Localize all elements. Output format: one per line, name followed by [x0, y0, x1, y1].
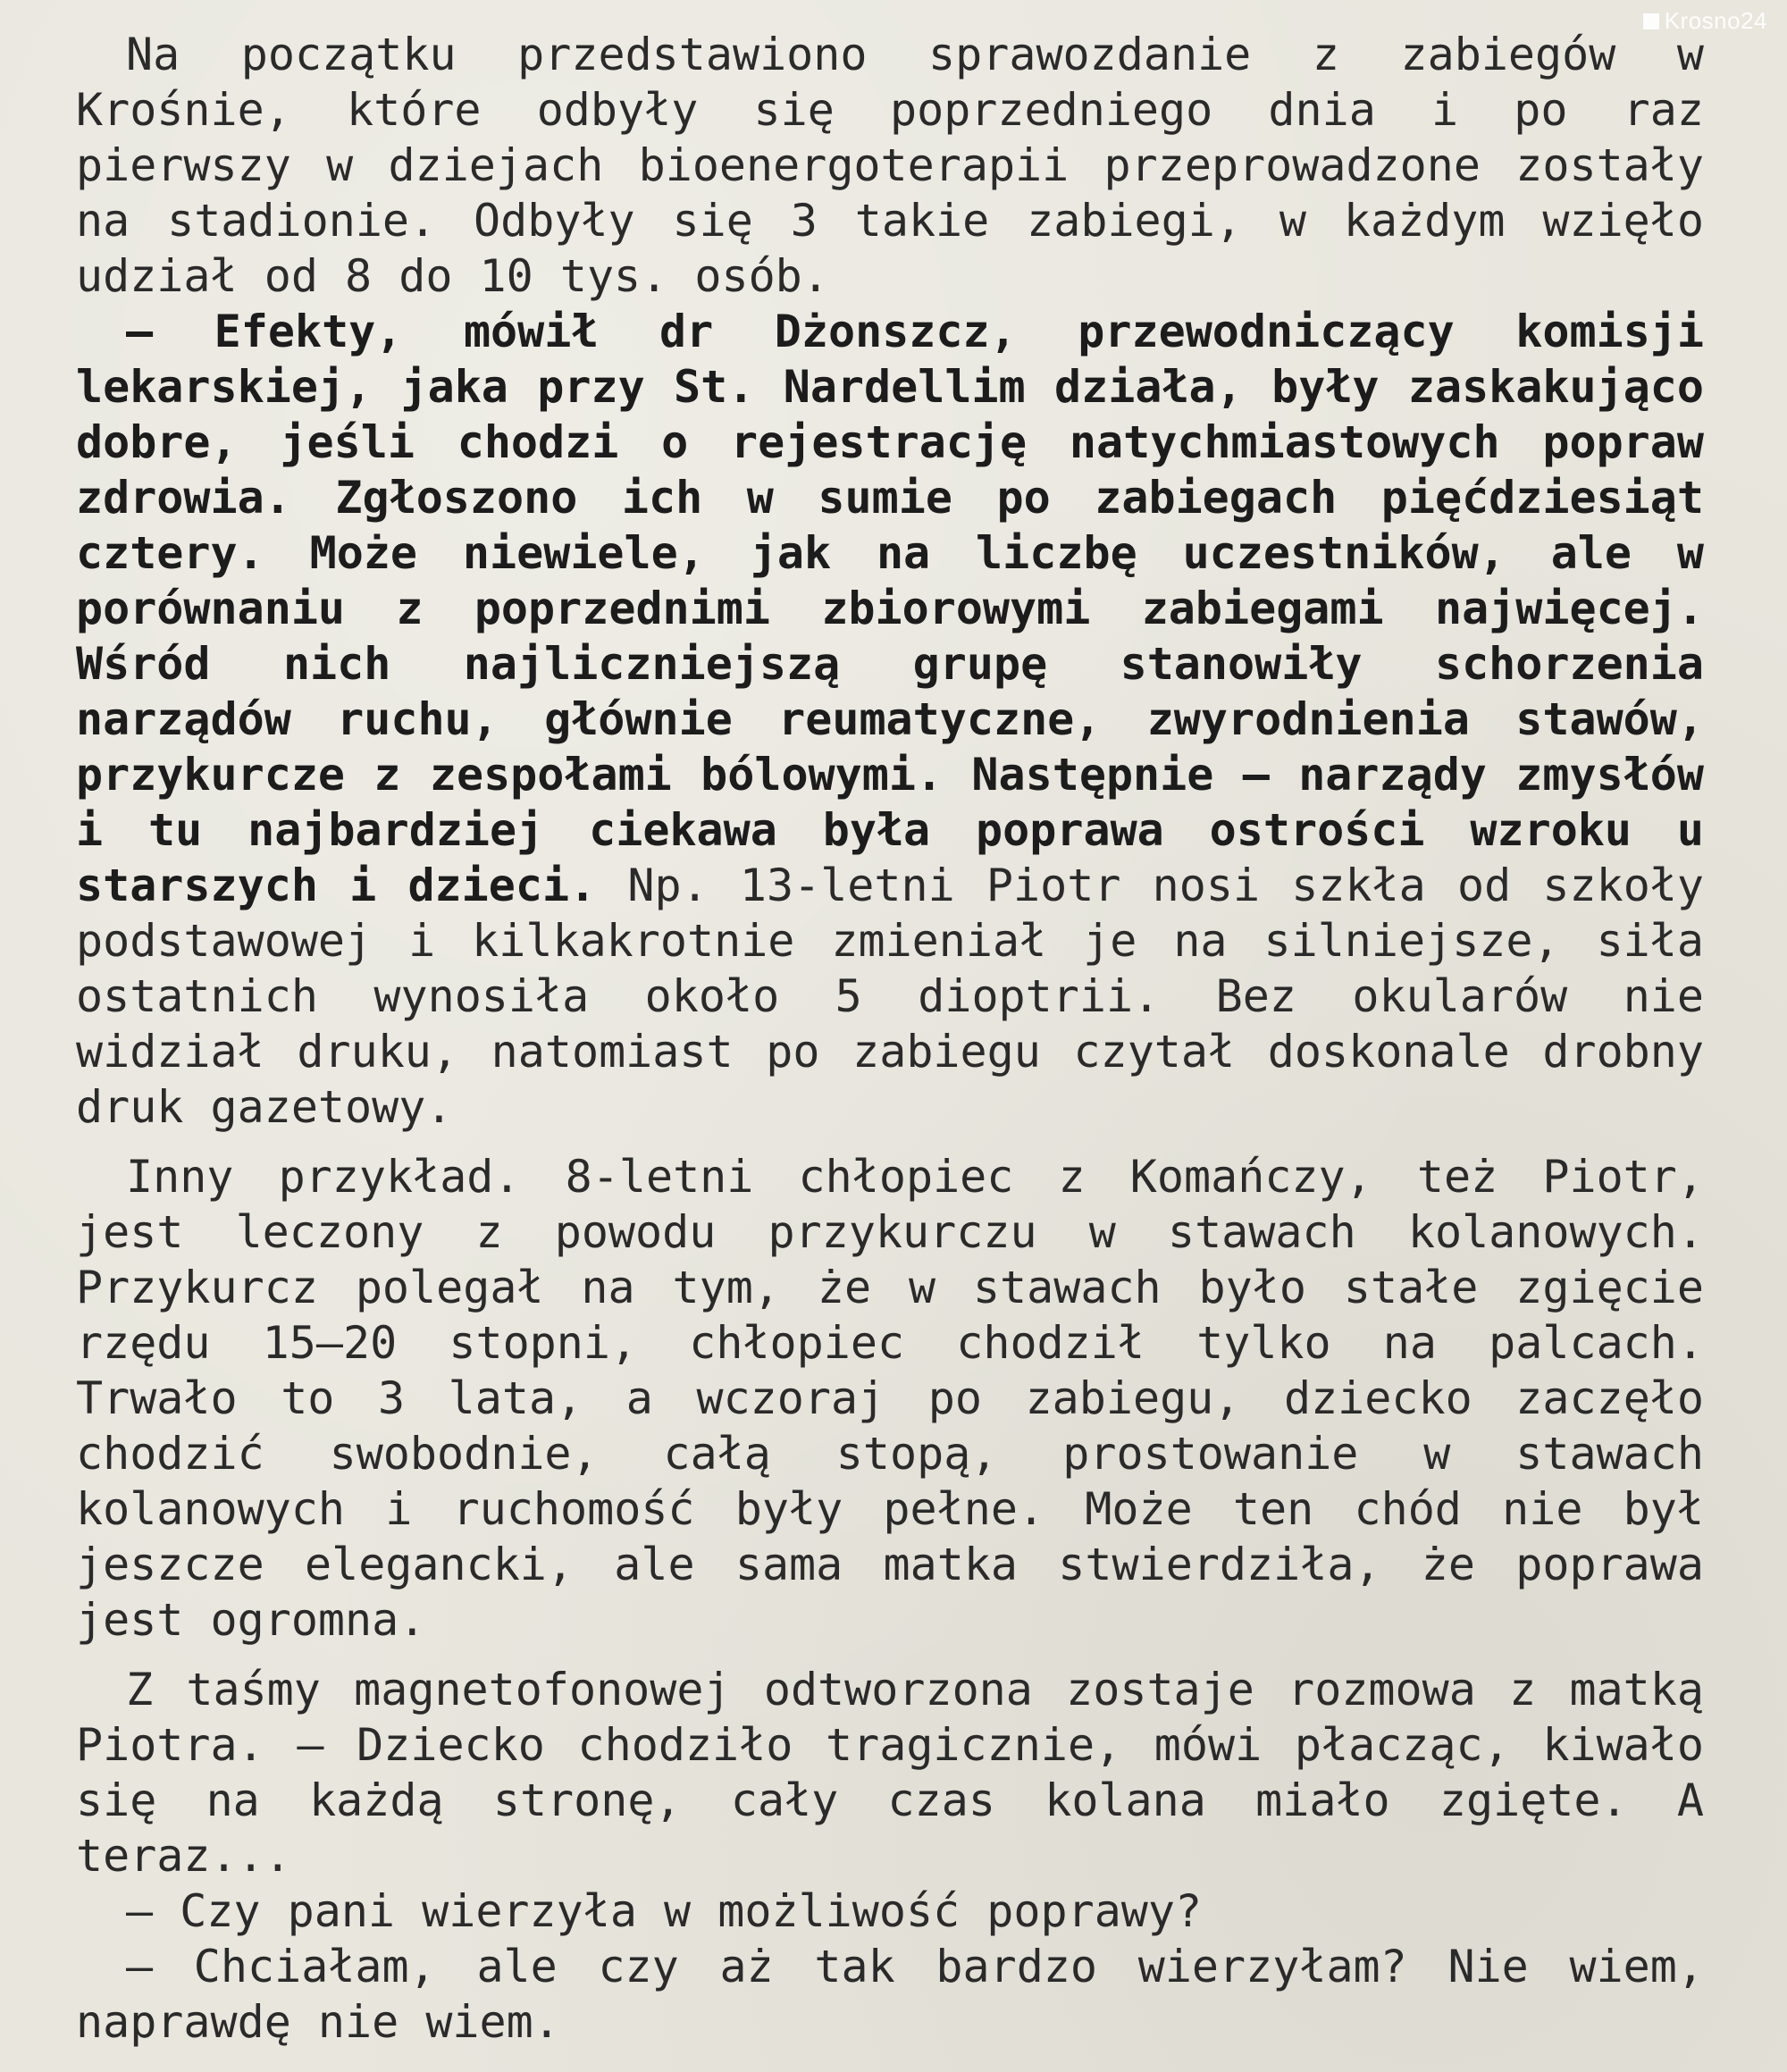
watermark-label: Krosno24	[1664, 7, 1767, 34]
article-paragraph-4: Z taśmy magnetofonowej odtworzona zostaje rozmowa z matką Piotra. — Dziecko chodziło tragicznie, mówi płacząc, kiwało się na każdą stronę, cały czas kolana miało zgięte. A teraz...	[76, 1664, 1704, 1882]
article-paragraph-2-regular: Np. 13-letni Piotr nosi szkła od szkoły podstawowej i kilkakrotnie zmieniał je na silniejsze, siła ostatnich wynosiła około 5 dioptrii. Bez okularów nie widział druku, natomiast po zabiegu czytał doskonale drobny druk gazetowy.	[76, 860, 1705, 1133]
article-paragraph-1: Na początku przedstawiono sprawozdanie z zabiegów w Krośnie, które odbyły się poprzedniego dnia i po raz pierwszy w dziejach bioenergoterapii przeprowadzone zostały na stadionie. Odbyły się 3 takie zabiegi, w każdym wzięło udział od 8 do 10 tys. osób.	[76, 29, 1704, 302]
article-paragraph-3: Inny przykład. 8-letni chłopiec z Komańczy, też Piotr, jest leczony z powodu przykurczu w stawach kolanowych. Przykurcz polegał na tym, że w stawach było stałe zgięcie rzędu 15—20 stopni, chłopiec chodził tylko na palcach. Trwało to 3 lata, a wczoraj po zabiegu, dziecko zaczęło chodzić swobodnie, całą stopą, prostowanie w stawach kolanowych i ruchomość były pełne. Może ten chód nie był jeszcze elegancki, ale sama matka stwierdziła, że poprawa jest ogromna.	[76, 1151, 1704, 1646]
article-paragraph-5: — Czy pani wierzyła w możliwość poprawy?	[126, 1885, 1203, 1937]
article-text-column	[76, 27, 1704, 2050]
article-paragraph-6: — Chciałam, ale czy aż tak bardzo wierzyłam? Nie wiem, naprawdę nie wiem.	[76, 1941, 1704, 2048]
article-paragraph-2-bold: — Efekty, mówił dr Dżonszcz, przewodniczący komisji lekarskiej, jaka przy St. Nardellim działa, były zaskakująco dobre, jeśli chodzi o rejestrację natychmiastowych popraw zdrowia. Zgłoszono ich w sumie po zabiegach pięćdziesiąt cztery. Może niewiele, jak na liczbę uczestników, ale w porównaniu z poprzednimi zbiorowymi zabiegami najwięcej. Wśród nich najliczniejszą grupę stanowiły schorzenia narządów ruchu, głównie reumatyczne, zwyrodnienia stawów, przykurcze z zespołami bólowymi. Następnie — narządy zmysłów i tu najbardziej ciekawa była poprawa ostrości wzroku u starszych i dzieci.	[76, 306, 1704, 911]
article-paragraph-2	[76, 304, 1704, 1135]
